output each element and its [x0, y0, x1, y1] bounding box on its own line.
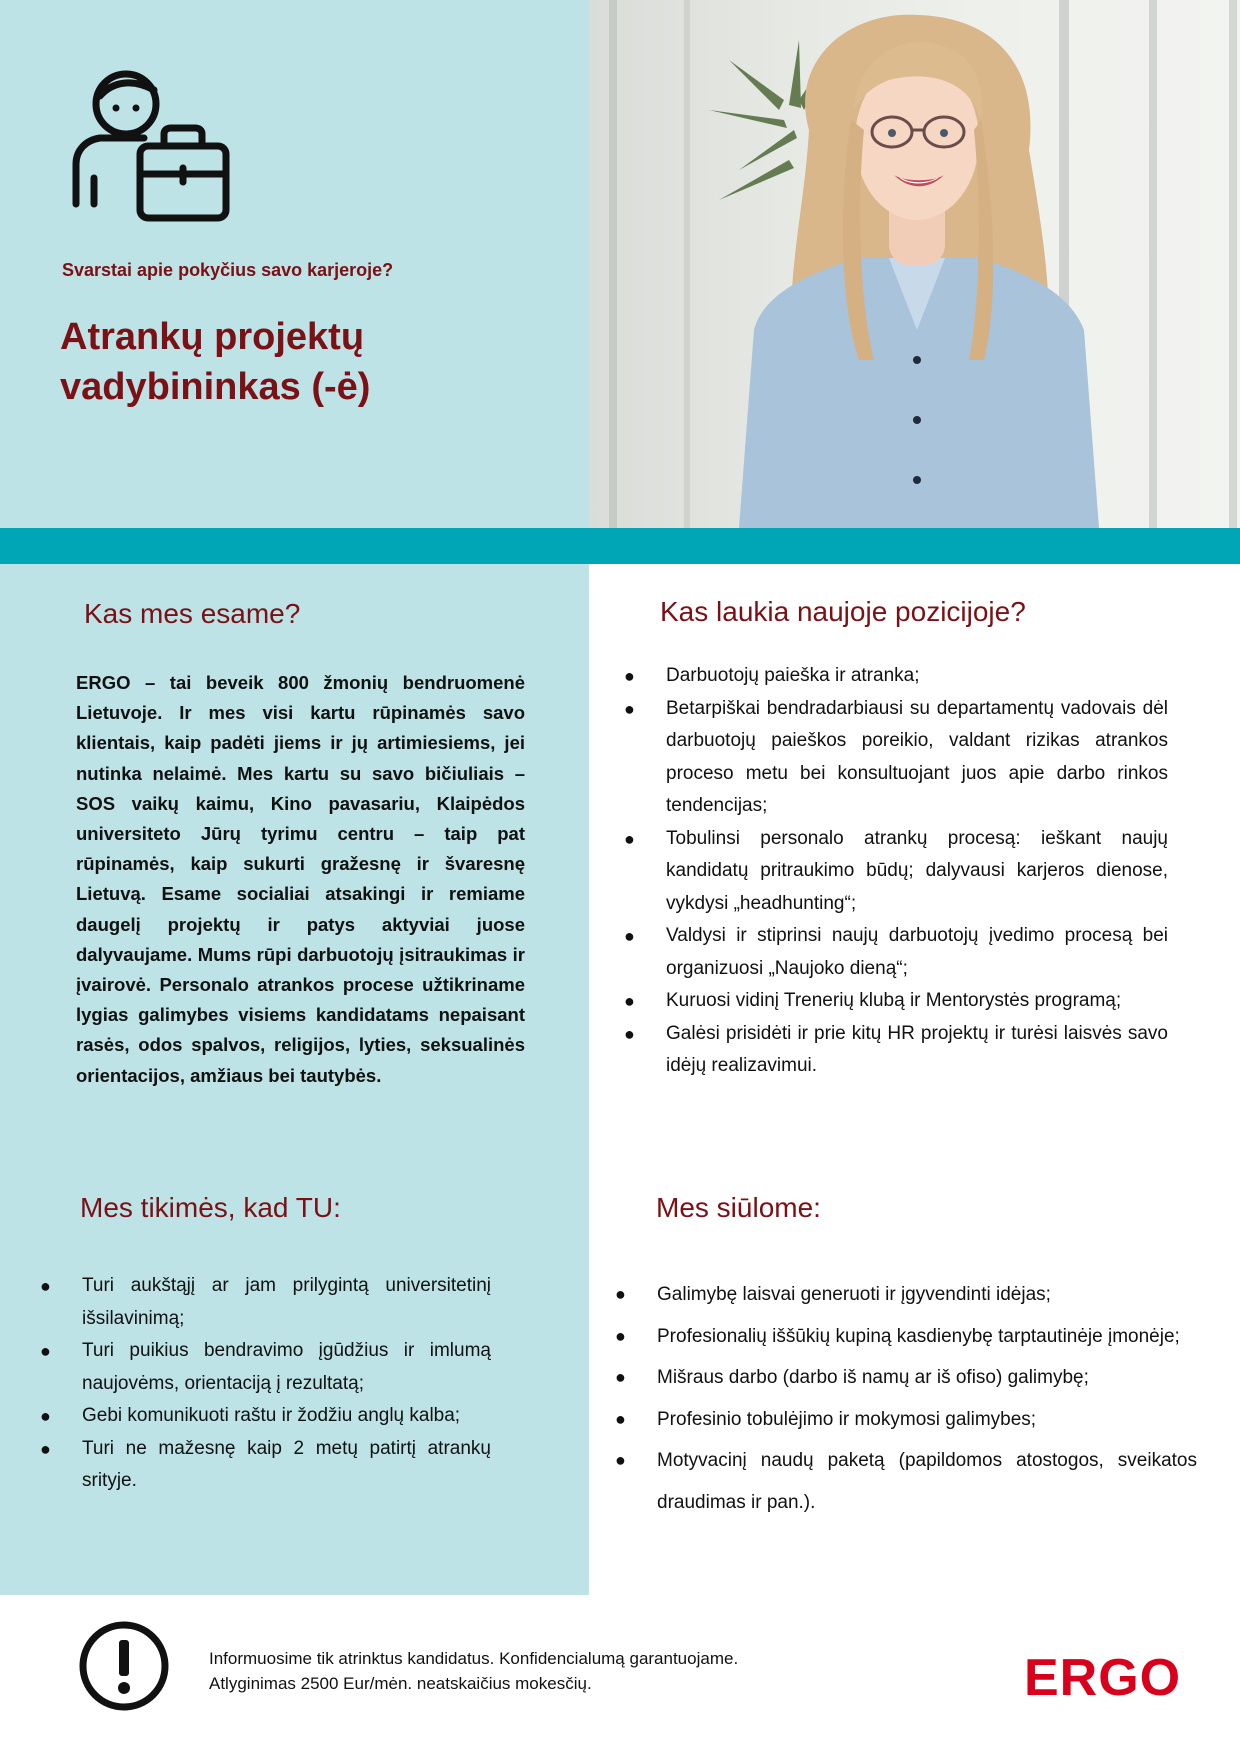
expect-list	[624, 660, 1168, 1083]
believe-heading: Mes tikimės, kad TU:	[80, 1192, 341, 1223]
portrait-photo	[589, 0, 1240, 528]
job-title-line1: Atrankų projektų	[60, 316, 365, 358]
list-item: ● Profesinio tobulėjimo ir mokymosi galimybes;	[657, 1399, 1197, 1441]
bullet-icon: ●	[624, 1023, 635, 1044]
expect-heading: Kas laukia naujoje pozicijoje?	[660, 596, 1026, 627]
list-item: ● Motyvacinį naudų paketą (papildomos atostogos, sveikatos draudimas ir pan.).	[657, 1440, 1197, 1523]
about-text: ERGO – tai beveik 800 žmonių bendruomenė Lietuvoje. Ir mes visi kartu rūpinamės savo klientais, kaip padėti jiems ir jų artimiesiems, jei nutinka nelaimė. Mes kartu su savo bičiuliais – SOS vaikų kaimu, Kino pavasariu, Klaipėdos universiteto Jūrų tyrimu centru – taip pat rūpinamės, kaip sukurti gražesnę ir švaresnę Lietuvą. Esame socialiai atsakingi ir remiame daugelį projektų ir patys aktyviai juose dalyvaujame. Mums rūpi darbuotojų įsitraukimas ir įvairovė. Personalo atrankos procese užtikriname lygias galimybes visiems kandidatams nepaisant rasės, odos spalvos, religijos, lyties, seksualinės orientacijos, amžiaus bei tautybės.	[76, 672, 525, 1086]
footer-line2: Atlyginimas 2500 Eur/mėn. neatskaičius mokesčių.	[209, 1674, 592, 1693]
list-item: ● Betarpiškai bendradarbiausi su departamentų vadovais dėl darbuotojų paieškos poreikio, valdant rizikas atrankos proceso metu bei konsultuojant juos apie darbo rinkos tendencijas;	[666, 693, 1168, 823]
list-item: ● Galėsi prisidėti ir prie kitų HR projektų ir turėsi laisvės savo idėjų realizavimui.	[666, 1018, 1168, 1083]
bullet-icon: ●	[40, 1341, 51, 1361]
bullet-icon: ●	[40, 1276, 51, 1296]
bullet-icon: ●	[615, 1284, 626, 1304]
divider-band	[0, 528, 1240, 564]
person-with-briefcase-icon	[72, 68, 232, 228]
ergo-logo: ERGO	[1024, 1649, 1182, 1707]
list-item: ● Mišraus darbo (darbo iš namų ar iš ofiso) galimybę;	[657, 1357, 1197, 1399]
list-item: ● Kuruosi vidinį Trenerių klubą ir Mentorystės programą;	[666, 985, 1168, 1018]
list-item: ● Gebi komunikuoti raštu ir žodžiu anglų kalba;	[82, 1400, 491, 1433]
about-heading: Kas mes esame?	[84, 598, 301, 629]
bullet-icon: ●	[624, 926, 635, 946]
bullet-icon: ●	[615, 1367, 626, 1388]
bullet-icon: ●	[40, 1406, 51, 1426]
offer-heading: Mes siūlome:	[656, 1192, 821, 1223]
portrait-illustration	[589, 0, 1240, 528]
footer-line1: Informuosime tik atrinktus kandidatus. Konfidencialumą garantuojame.	[209, 1649, 739, 1668]
job-title	[60, 312, 540, 412]
footer-note	[209, 1646, 738, 1696]
bullet-icon: ●	[615, 1408, 626, 1429]
list-item: ● Tobulinsi personalo atrankų procesą: ieškant naujų kandidatų pritraukimo būdų; dalyvausi karjeros dienose, vykdysi „headhunting“;	[666, 823, 1168, 921]
job-title-line2: vadybininkas (-ė)	[60, 366, 371, 408]
exclamation-circle-icon	[78, 1620, 170, 1712]
offer-list	[615, 1274, 1197, 1524]
list-item: ● Turi aukštąjį ar jam prilygintą universitetinį išsilavinimą;	[82, 1270, 491, 1335]
list-item: ● Profesionalių iššūkių kupiną kasdienybę tarptautinėje įmonėje;	[657, 1316, 1197, 1358]
bullet-icon: ●	[624, 991, 635, 1011]
list-item: ● Turi puikius bendravimo įgūdžius ir imlumą naujovėms, orientaciją į rezultatą;	[82, 1335, 491, 1400]
bullet-icon: ●	[624, 698, 635, 719]
list-item: ● Valdysi ir stiprinsi naujų darbuotojų įvedimo procesą bei organizuosi „Naujoko dieną“;	[666, 920, 1168, 985]
list-item: ● Darbuotojų paieška ir atranka;	[666, 660, 1168, 693]
bullet-icon: ●	[624, 828, 635, 849]
list-item: ● Galimybę laisvai generuoti ir įgyvendinti idėjas;	[657, 1274, 1197, 1316]
bullet-icon: ●	[40, 1438, 51, 1459]
list-item: ● Turi ne mažesnę kaip 2 metų patirtį atrankų srityje.	[82, 1433, 491, 1498]
believe-list	[40, 1270, 491, 1498]
bullet-icon: ●	[624, 666, 635, 686]
header-eyebrow: Svarstai apie pokyčius savo karjeroje?	[62, 260, 394, 280]
bullet-icon: ●	[615, 1450, 626, 1471]
bullet-icon: ●	[615, 1325, 626, 1346]
